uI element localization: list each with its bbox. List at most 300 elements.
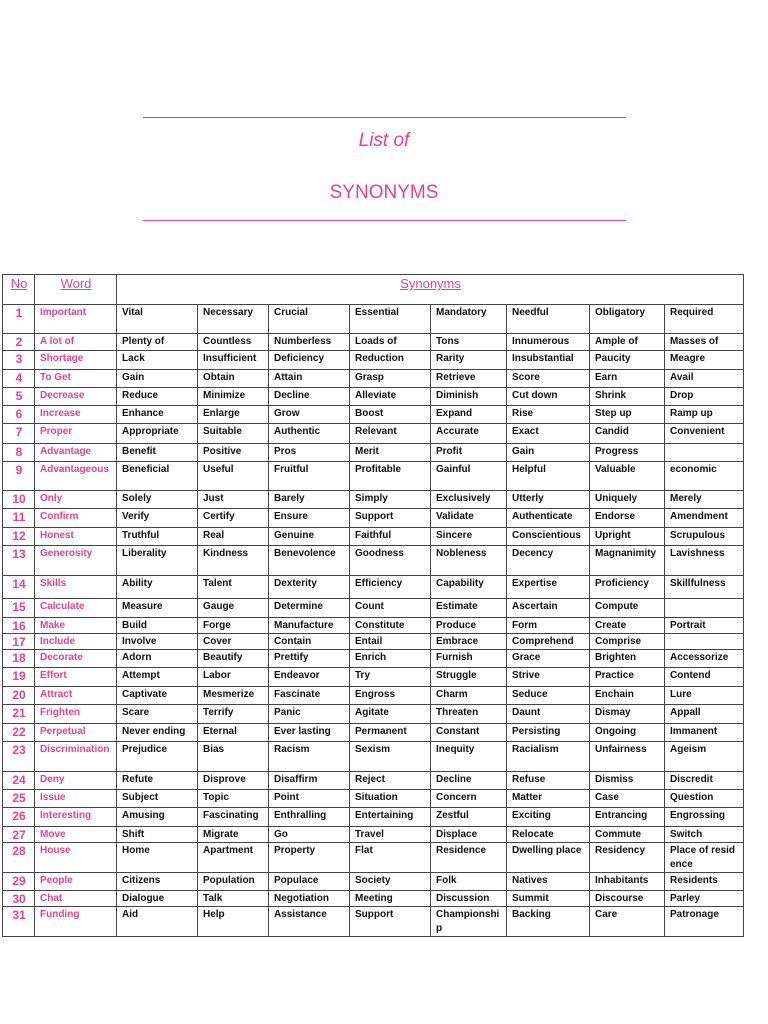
synonym-cell: Try — [350, 668, 431, 687]
row-number: 15 — [3, 599, 35, 618]
synonym-cell: Goodness — [350, 546, 431, 576]
table-row — [3, 444, 744, 462]
synonym-cell: Concern — [431, 790, 507, 808]
synonym-cell: Natives — [507, 873, 590, 891]
synonym-cell: Negotiation — [269, 891, 350, 907]
synonym-cell: Persisting — [507, 724, 590, 742]
synonym-cell: Alleviate — [350, 388, 431, 406]
synonym-cell: Conscientious — [507, 528, 590, 546]
synonym-cell: Fascinating — [198, 808, 269, 827]
row-word: Calculate — [35, 599, 117, 618]
synonym-cell: Ability — [117, 576, 198, 599]
row-number: 18 — [3, 650, 35, 668]
synonym-cell: Entrancing — [590, 808, 665, 827]
synonym-cell: Adorn — [117, 650, 198, 668]
row-word: Proper — [35, 424, 117, 444]
table-row — [3, 509, 744, 528]
synonym-cell: Measure — [117, 599, 198, 618]
synonym-cell: Residents — [665, 873, 744, 891]
synonym-cell: Assistance — [269, 907, 350, 937]
synonym-cell: Avail — [665, 370, 744, 388]
synonym-cell: Involve — [117, 634, 198, 650]
table-row — [3, 576, 744, 599]
synonym-cell: Lavishness — [665, 546, 744, 576]
synonym-cell: Aid — [117, 907, 198, 937]
synonym-cell: Suitable — [198, 424, 269, 444]
synonym-cell: Endeavor — [269, 668, 350, 687]
synonym-cell: Meeting — [350, 891, 431, 907]
synonym-cell: Determine — [269, 599, 350, 618]
synonym-cell: Solely — [117, 491, 198, 509]
synonym-cell: Beautify — [198, 650, 269, 668]
synonym-cell: Engross — [350, 687, 431, 705]
synonym-cell: Enhance — [117, 406, 198, 424]
synonym-cell: Folk — [431, 873, 507, 891]
synonym-cell: Population — [198, 873, 269, 891]
synonym-cell: Kindness — [198, 546, 269, 576]
table-row — [3, 873, 744, 891]
table-row — [3, 599, 744, 618]
synonym-cell: Estimate — [431, 599, 507, 618]
synonym-cell: Enchain — [590, 687, 665, 705]
row-number: 16 — [3, 618, 35, 634]
synonym-cell: Compute — [590, 599, 665, 618]
row-word: Make — [35, 618, 117, 634]
synonym-cell: Meagre — [665, 351, 744, 370]
synonym-cell: Bias — [198, 742, 269, 772]
synonym-cell: Accessorize — [665, 650, 744, 668]
table-row — [3, 907, 744, 937]
row-number: 28 — [3, 843, 35, 873]
synonym-cell: Dismiss — [590, 772, 665, 790]
synonym-cell: Insufficient — [198, 351, 269, 370]
row-number: 9 — [3, 462, 35, 491]
synonym-cell: Truthful — [117, 528, 198, 546]
table-row — [3, 546, 744, 576]
row-number: 20 — [3, 687, 35, 705]
synonym-cell: Sincere — [431, 528, 507, 546]
synonym-cell: Merely — [665, 491, 744, 509]
synonym-cell: Refuse — [507, 772, 590, 790]
row-number: 23 — [3, 742, 35, 772]
table-row — [3, 388, 744, 406]
synonym-cell: Case — [590, 790, 665, 808]
synonym-cell: Cut down — [507, 388, 590, 406]
synonym-cell: Inhabitants — [590, 873, 665, 891]
synonym-cell: Support — [350, 509, 431, 528]
row-word: Attract — [35, 687, 117, 705]
synonym-cell: Relocate — [507, 827, 590, 843]
synonym-cell: Never ending — [117, 724, 198, 742]
synonym-cell: Drop — [665, 388, 744, 406]
synonym-cell: Ageism — [665, 742, 744, 772]
synonyms-table — [2, 274, 744, 937]
row-number: 24 — [3, 772, 35, 790]
synonym-cell: Decline — [431, 772, 507, 790]
row-number: 25 — [3, 790, 35, 808]
synonym-cell — [665, 634, 744, 650]
table-row — [3, 843, 744, 873]
synonym-cell: Prettify — [269, 650, 350, 668]
row-number: 11 — [3, 509, 35, 528]
table-row — [3, 790, 744, 808]
table-row — [3, 351, 744, 370]
synonym-cell: Crucial — [269, 305, 350, 334]
synonym-cell: Useful — [198, 462, 269, 491]
table-row — [3, 424, 744, 444]
synonym-cell: Populace — [269, 873, 350, 891]
table-row — [3, 705, 744, 724]
synonym-cell: Disaffirm — [269, 772, 350, 790]
synonym-cell: Deficiency — [269, 351, 350, 370]
synonym-cell: Constant — [431, 724, 507, 742]
synonym-cell: Manufacture — [269, 618, 350, 634]
synonym-cell: Paucity — [590, 351, 665, 370]
synonym-cell: Pros — [269, 444, 350, 462]
row-number: 27 — [3, 827, 35, 843]
synonym-cell: Certify — [198, 509, 269, 528]
synonym-cell: Question — [665, 790, 744, 808]
synonym-cell: Threaten — [431, 705, 507, 724]
synonym-cell: Real — [198, 528, 269, 546]
row-number: 4 — [3, 370, 35, 388]
title-rule-top — [143, 117, 626, 118]
row-word: Increase — [35, 406, 117, 424]
synonym-cell: Reject — [350, 772, 431, 790]
synonym-cell: Migrate — [198, 827, 269, 843]
synonym-cell: Discussion — [431, 891, 507, 907]
synonym-cell: Ever lasting — [269, 724, 350, 742]
synonym-cell: Seduce — [507, 687, 590, 705]
synonym-cell: Embrace — [431, 634, 507, 650]
row-word: House — [35, 843, 117, 873]
synonym-cell: Dexterity — [269, 576, 350, 599]
synonym-cell: Tons — [431, 334, 507, 351]
synonym-cell: Produce — [431, 618, 507, 634]
synonym-cell: Magnanimity — [590, 546, 665, 576]
row-word: Generosity — [35, 546, 117, 576]
synonym-cell: Enthralling — [269, 808, 350, 827]
title-rule-bottom — [143, 220, 626, 221]
synonym-cell: Earn — [590, 370, 665, 388]
synonym-cell: Refute — [117, 772, 198, 790]
synonym-cell — [665, 599, 744, 618]
synonym-cell: Furnish — [431, 650, 507, 668]
synonym-cell: Prejudice — [117, 742, 198, 772]
synonym-cell: Vital — [117, 305, 198, 334]
synonym-cell: Apartment — [198, 843, 269, 873]
synonym-cell: Retrieve — [431, 370, 507, 388]
synonym-cell: Gauge — [198, 599, 269, 618]
synonym-cell: Grow — [269, 406, 350, 424]
synonym-cell: Entail — [350, 634, 431, 650]
synonym-cell: Form — [507, 618, 590, 634]
synonym-cell: Struggle — [431, 668, 507, 687]
table-row — [3, 650, 744, 668]
row-number: 22 — [3, 724, 35, 742]
synonym-cell: Dismay — [590, 705, 665, 724]
row-word: Issue — [35, 790, 117, 808]
synonym-cell: Expertise — [507, 576, 590, 599]
synonym-cell: Lack — [117, 351, 198, 370]
row-word: Discrimination — [35, 742, 117, 772]
synonym-cell: Insubstantial — [507, 351, 590, 370]
synonym-cell: Mesmerize — [198, 687, 269, 705]
table-row — [3, 891, 744, 907]
table-row — [3, 370, 744, 388]
synonym-cell: Dialogue — [117, 891, 198, 907]
row-word: Funding — [35, 907, 117, 937]
synonym-cell: Labor — [198, 668, 269, 687]
synonym-cell: Contend — [665, 668, 744, 687]
synonym-cell: Appall — [665, 705, 744, 724]
synonym-cell: Shrink — [590, 388, 665, 406]
synonym-cell: Panic — [269, 705, 350, 724]
synonym-cell: Reduction — [350, 351, 431, 370]
table-row — [3, 724, 744, 742]
synonym-cell: Place of residence — [665, 843, 744, 873]
synonym-cell: Help — [198, 907, 269, 937]
synonym-cell: Racism — [269, 742, 350, 772]
synonym-cell: Valuable — [590, 462, 665, 491]
synonym-cell: Permanent — [350, 724, 431, 742]
synonym-cell: Gain — [117, 370, 198, 388]
synonym-cell: Attain — [269, 370, 350, 388]
synonym-cell: Charm — [431, 687, 507, 705]
synonym-cell: Zestful — [431, 808, 507, 827]
synonym-cell: Necessary — [198, 305, 269, 334]
synonym-cell: Decency — [507, 546, 590, 576]
row-word: Honest — [35, 528, 117, 546]
synonym-cell: Beneficial — [117, 462, 198, 491]
table-row — [3, 634, 744, 650]
synonym-cell: Support — [350, 907, 431, 937]
synonym-cell: Rarity — [431, 351, 507, 370]
synonym-cell: Merit — [350, 444, 431, 462]
page-title-line-1: List of — [358, 130, 410, 151]
row-number: 19 — [3, 668, 35, 687]
synonym-cell: Progress — [590, 444, 665, 462]
synonym-cell: Benevolence — [269, 546, 350, 576]
synonym-cell: Lure — [665, 687, 744, 705]
synonym-cell: Nobleness — [431, 546, 507, 576]
synonym-cell: Brighten — [590, 650, 665, 668]
synonym-cell: Innumerous — [507, 334, 590, 351]
header-synonyms: Synonyms — [117, 275, 744, 305]
row-word: Move — [35, 827, 117, 843]
row-number: 3 — [3, 351, 35, 370]
synonym-cell: Helpful — [507, 462, 590, 491]
synonym-cell: Ascertain — [507, 599, 590, 618]
synonym-cell: Discourse — [590, 891, 665, 907]
row-word: Important — [35, 305, 117, 334]
table-header-row — [3, 275, 744, 305]
table-row — [3, 772, 744, 790]
synonym-cell: Entertaining — [350, 808, 431, 827]
synonym-cell: Skillfulness — [665, 576, 744, 599]
synonym-cell: Residence — [431, 843, 507, 873]
synonym-cell: Patronage — [665, 907, 744, 937]
synonym-cell: Enrich — [350, 650, 431, 668]
row-word: Chat — [35, 891, 117, 907]
synonym-cell: Simply — [350, 491, 431, 509]
row-number: 26 — [3, 808, 35, 827]
synonym-cell: Gainful — [431, 462, 507, 491]
synonym-cell: Benefit — [117, 444, 198, 462]
synonym-cell: Enlarge — [198, 406, 269, 424]
synonym-cell: Sexism — [350, 742, 431, 772]
synonym-cell: Required — [665, 305, 744, 334]
synonym-cell: Gain — [507, 444, 590, 462]
row-word: Perpetual — [35, 724, 117, 742]
synonym-cell: Essential — [350, 305, 431, 334]
row-word: Decorate — [35, 650, 117, 668]
table-row — [3, 406, 744, 424]
row-word: People — [35, 873, 117, 891]
synonym-cell: Immanent — [665, 724, 744, 742]
row-number: 1 — [3, 305, 35, 334]
synonym-cell: Exact — [507, 424, 590, 444]
synonym-cell: Faithful — [350, 528, 431, 546]
row-number: 30 — [3, 891, 35, 907]
synonym-cell: Uniquely — [590, 491, 665, 509]
synonym-cell: Care — [590, 907, 665, 937]
synonym-cell: Discredit — [665, 772, 744, 790]
synonym-cell: Genuine — [269, 528, 350, 546]
synonym-cell: Comprise — [590, 634, 665, 650]
synonym-cell: Minimize — [198, 388, 269, 406]
synonym-cell: Racialism — [507, 742, 590, 772]
row-word: To Get — [35, 370, 117, 388]
synonym-cell: Proficiency — [590, 576, 665, 599]
synonym-cell: Eternal — [198, 724, 269, 742]
synonym-cell: Scare — [117, 705, 198, 724]
table-row — [3, 668, 744, 687]
synonym-cell: Amendment — [665, 509, 744, 528]
synonym-cell: Validate — [431, 509, 507, 528]
synonym-cell: Constitute — [350, 618, 431, 634]
synonym-cell: Expand — [431, 406, 507, 424]
synonym-cell: Rise — [507, 406, 590, 424]
page-title-line-2: SYNONYMS — [329, 182, 439, 203]
row-word: Advantage — [35, 444, 117, 462]
synonym-cell: Positive — [198, 444, 269, 462]
table-row — [3, 827, 744, 843]
synonym-cell: Create — [590, 618, 665, 634]
synonym-cell: Decline — [269, 388, 350, 406]
synonym-cell: Commute — [590, 827, 665, 843]
header-word: Word — [35, 275, 117, 305]
synonym-cell: Countless — [198, 334, 269, 351]
synonym-cell: Forge — [198, 618, 269, 634]
row-number: 5 — [3, 388, 35, 406]
synonym-cell: Captivate — [117, 687, 198, 705]
synonym-cell: Practice — [590, 668, 665, 687]
synonym-cell: Score — [507, 370, 590, 388]
synonym-cell: Barely — [269, 491, 350, 509]
synonym-cell: Numberless — [269, 334, 350, 351]
synonym-cell: Society — [350, 873, 431, 891]
row-number: 2 — [3, 334, 35, 351]
row-word: Skills — [35, 576, 117, 599]
table-row — [3, 334, 744, 351]
synonym-cell — [665, 444, 744, 462]
synonym-cell: Profitable — [350, 462, 431, 491]
row-word: Advantageous — [35, 462, 117, 491]
row-number: 12 — [3, 528, 35, 546]
synonym-cell: Authentic — [269, 424, 350, 444]
row-number: 31 — [3, 907, 35, 937]
synonym-cell: Cover — [198, 634, 269, 650]
synonym-cell: Obtain — [198, 370, 269, 388]
row-number: 29 — [3, 873, 35, 891]
synonym-cell: Engrossing — [665, 808, 744, 827]
synonym-cell: Amusing — [117, 808, 198, 827]
synonym-cell: Situation — [350, 790, 431, 808]
table-row — [3, 462, 744, 491]
synonym-cell: Subject — [117, 790, 198, 808]
synonym-cell: Switch — [665, 827, 744, 843]
synonym-cell: Parley — [665, 891, 744, 907]
table-row — [3, 618, 744, 634]
synonym-cell: Liberality — [117, 546, 198, 576]
synonym-cell: Go — [269, 827, 350, 843]
row-number: 17 — [3, 634, 35, 650]
table-row — [3, 687, 744, 705]
synonym-cell: Terrify — [198, 705, 269, 724]
synonym-cell: Grace — [507, 650, 590, 668]
synonym-cell: Ensure — [269, 509, 350, 528]
synonym-cell: Mandatory — [431, 305, 507, 334]
synonym-cell: Dwelling place — [507, 843, 590, 873]
row-number: 21 — [3, 705, 35, 724]
row-number: 13 — [3, 546, 35, 576]
synonym-cell: Scrupulous — [665, 528, 744, 546]
synonym-cell: Profit — [431, 444, 507, 462]
synonym-cell: Talent — [198, 576, 269, 599]
row-number: 8 — [3, 444, 35, 462]
synonym-cell: Point — [269, 790, 350, 808]
synonym-cell: Displace — [431, 827, 507, 843]
row-word: Interesting — [35, 808, 117, 827]
synonym-cell: Step up — [590, 406, 665, 424]
synonym-cell: Diminish — [431, 388, 507, 406]
synonym-cell: Travel — [350, 827, 431, 843]
header-no: No — [3, 275, 35, 305]
row-word: Shortage — [35, 351, 117, 370]
synonym-cell: Property — [269, 843, 350, 873]
synonym-cell: Candid — [590, 424, 665, 444]
synonym-cell: Shift — [117, 827, 198, 843]
synonym-cell: Exciting — [507, 808, 590, 827]
synonym-cell: Talk — [198, 891, 269, 907]
synonym-cell: Unfairness — [590, 742, 665, 772]
synonym-cell: Relevant — [350, 424, 431, 444]
synonym-cell: Daunt — [507, 705, 590, 724]
synonym-cell: Grasp — [350, 370, 431, 388]
row-word: Confirm — [35, 509, 117, 528]
synonym-cell: Matter — [507, 790, 590, 808]
synonym-cell: Needful — [507, 305, 590, 334]
synonym-cell: Boost — [350, 406, 431, 424]
synonym-cell: Build — [117, 618, 198, 634]
synonym-cell: Count — [350, 599, 431, 618]
table-row — [3, 491, 744, 509]
synonym-cell: Citizens — [117, 873, 198, 891]
synonym-cell: Fruitful — [269, 462, 350, 491]
synonym-cell: Authenticate — [507, 509, 590, 528]
synonym-cell: Flat — [350, 843, 431, 873]
